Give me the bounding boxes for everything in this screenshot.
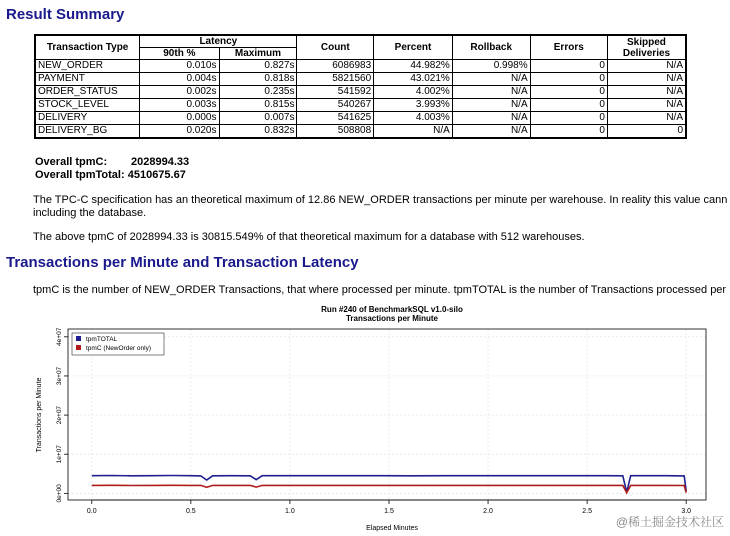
tpmc-percent-paragraph: The above tpmC of 2028994.33 is 30815.549% of that theoretical maximum for a database with 512 warehouses. — [33, 231, 585, 243]
cell-type: ORDER_STATUS — [35, 86, 140, 99]
cell-rollback: N/A — [452, 86, 530, 99]
cell-p90: 0.004s — [140, 73, 219, 86]
cell-max: 0.818s — [219, 73, 297, 86]
cell-rollback: N/A — [452, 125, 530, 139]
col-latency-90th: 90th % — [140, 48, 219, 60]
cell-errors: 0 — [530, 86, 607, 99]
col-latency-max: Maximum — [219, 48, 297, 60]
cell-percent: 4.003% — [374, 112, 453, 125]
cell-percent: 4.002% — [374, 86, 453, 99]
col-percent: Percent — [374, 35, 453, 60]
result-summary-heading: Result Summary — [6, 6, 125, 23]
legend-swatch-tpmc — [76, 345, 81, 350]
cell-skipped: N/A — [607, 112, 686, 125]
watermark: @稀土掘金技术社区 — [615, 515, 724, 529]
cell-p90: 0.000s — [140, 112, 219, 125]
table-row — [35, 86, 686, 99]
x-tick-label: 1.0 — [285, 508, 295, 515]
overall-tpmc-label: Overall tpmC: — [35, 156, 108, 168]
cell-rollback: N/A — [452, 112, 530, 125]
cell-max: 0.235s — [219, 86, 297, 99]
cell-type: DELIVERY_BG — [35, 125, 140, 139]
cell-p90: 0.010s — [140, 60, 219, 73]
cell-max: 0.007s — [219, 112, 297, 125]
col-transaction-type: Transaction Type — [35, 35, 140, 60]
cell-max: 0.815s — [219, 99, 297, 112]
cell-errors: 0 — [530, 125, 607, 139]
overall-tpmtotal-value: 4510675.67 — [127, 169, 186, 181]
cell-count: 541592 — [297, 86, 374, 99]
cell-count: 6086983 — [297, 60, 374, 73]
cell-rollback: N/A — [452, 73, 530, 86]
legend-label-tpmtotal: tpmTOTAL — [86, 336, 118, 343]
result-summary-table — [34, 34, 687, 139]
cell-count: 508808 — [297, 125, 374, 139]
tpcc-paragraph-line2: including the database. — [33, 207, 147, 219]
table-row — [35, 112, 686, 125]
cell-type: STOCK_LEVEL — [35, 99, 140, 112]
x-tick-label: 2.5 — [582, 508, 592, 515]
cell-skipped: N/A — [607, 60, 686, 73]
cell-count: 5821560 — [297, 73, 374, 86]
overall-tpmtotal — [35, 169, 186, 181]
col-skipped-deliveries: Skipped Deliveries — [607, 35, 686, 60]
y-tick-label: 3e+07 — [56, 366, 63, 386]
cell-type: NEW_ORDER — [35, 60, 140, 73]
y-tick-label: 1e+07 — [56, 445, 63, 464]
chart-title: Run #240 of BenchmarkSQL v1.0-silo — [321, 305, 463, 314]
tpm-section-paragraph: tpmC is the number of NEW_ORDER Transactions, that where processed per minute. tpmTOTAL is the number of Transactions processed per — [33, 284, 727, 296]
col-errors: Errors — [530, 35, 607, 60]
cell-errors: 0 — [530, 99, 607, 112]
cell-type: DELIVERY — [35, 112, 140, 125]
y-tick-label: 0e+00 — [56, 484, 63, 503]
legend-swatch-tpmtotal — [76, 336, 81, 341]
cell-errors: 0 — [530, 112, 607, 125]
y-tick-label: 2e+07 — [56, 405, 63, 425]
cell-percent: N/A — [374, 125, 453, 139]
x-tick-label: 2.0 — [483, 508, 493, 515]
legend-label-tpmc: tpmC (NewOrder only) — [86, 345, 152, 352]
cell-skipped: N/A — [607, 86, 686, 99]
cell-max: 0.832s — [219, 125, 297, 139]
cell-errors: 0 — [530, 60, 607, 73]
x-tick-label: 0.0 — [86, 508, 97, 515]
table-row — [35, 73, 686, 86]
cell-p90: 0.003s — [140, 99, 219, 112]
tpcc-paragraph-line1: The TPC-C specification has an theoretical maximum of 12.86 NEW_ORDER transactions per minute per warehouse. In reality this value cann — [33, 194, 728, 206]
cell-p90: 0.020s — [140, 125, 219, 139]
cell-skipped: 0 — [607, 125, 686, 139]
tpm-section-heading: Transactions per Minute and Transaction Latency — [6, 254, 359, 271]
cell-max: 0.827s — [219, 60, 297, 73]
cell-p90: 0.002s — [140, 86, 219, 99]
cell-percent: 43.021% — [374, 73, 453, 86]
col-latency: Latency — [140, 35, 297, 48]
chart-legend — [72, 333, 164, 355]
chart-subtitle: Transactions per Minute — [345, 314, 439, 323]
x-tick-label: 0.5 — [185, 508, 196, 515]
x-tick-label: 1.5 — [384, 508, 394, 515]
y-tick-label: 4e+07 — [56, 327, 63, 346]
col-count: Count — [297, 35, 374, 60]
cell-count: 541625 — [297, 112, 374, 125]
overall-tpmc-value: 2028994.33 — [131, 156, 190, 168]
cell-rollback: 0.998% — [452, 60, 530, 73]
cell-count: 540267 — [297, 99, 374, 112]
y-axis-label: Transactions per Minute — [36, 377, 43, 453]
cell-type: PAYMENT — [35, 73, 140, 86]
overall-tpmtotal-label: Overall tpmTotal: — [35, 169, 125, 181]
overall-tpmc — [35, 156, 189, 168]
cell-rollback: N/A — [452, 99, 530, 112]
cell-percent: 3.993% — [374, 99, 453, 112]
cell-percent: 44.982% — [374, 60, 453, 73]
cell-skipped: N/A — [607, 73, 686, 86]
table-row — [35, 99, 686, 112]
x-tick-label: 3.0 — [681, 508, 692, 515]
cell-errors: 0 — [530, 73, 607, 86]
cell-skipped: N/A — [607, 99, 686, 112]
table-row — [35, 125, 686, 139]
col-rollback: Rollback — [452, 35, 530, 60]
table-row — [35, 60, 686, 73]
x-axis-label: Elapsed Minutes — [366, 525, 418, 532]
tpm-chart — [0, 298, 730, 536]
